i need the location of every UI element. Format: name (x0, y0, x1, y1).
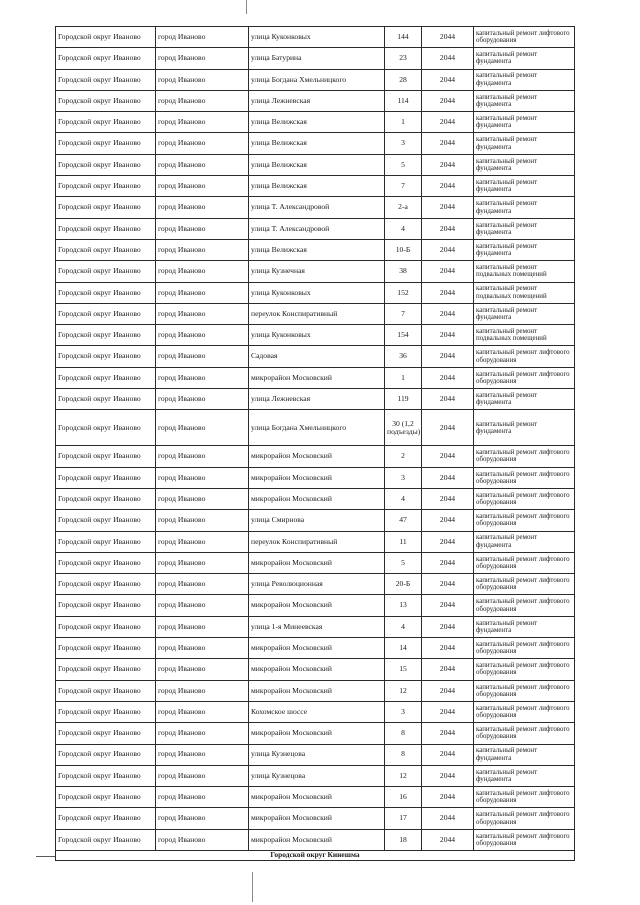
city-cell: город Иваново (156, 346, 249, 367)
street-cell: улица Велижская (249, 176, 385, 197)
house-number-cell: 1 (385, 112, 422, 133)
year-cell: 2044 (422, 90, 474, 111)
year-cell: 2044 (422, 325, 474, 346)
house-number-cell: 30 (1,2 подъезды) (385, 410, 422, 446)
house-number-cell: 3 (385, 701, 422, 722)
work-type-cell: капитальный ремонт лифтового оборудования (474, 808, 575, 829)
year-cell: 2044 (422, 303, 474, 324)
table-row (56, 325, 575, 346)
district-cell: Городской округ Иваново (56, 808, 156, 829)
year-cell: 2044 (422, 27, 474, 48)
section-header-row (56, 850, 575, 860)
year-cell: 2044 (422, 197, 474, 218)
year-cell: 2044 (422, 467, 474, 488)
house-number-cell: 4 (385, 616, 422, 637)
work-type-cell: капитальный ремонт лифтового оборудования (474, 659, 575, 680)
work-type-cell: капитальный ремонт лифтового оборудования (474, 638, 575, 659)
district-cell: Городской округ Иваново (56, 133, 156, 154)
year-cell: 2044 (422, 680, 474, 701)
street-cell: Кохомское шоссе (249, 701, 385, 722)
table-row (56, 346, 575, 367)
street-cell: улица Лежневская (249, 90, 385, 111)
district-cell: Городской округ Иваново (56, 787, 156, 808)
city-cell: город Иваново (156, 488, 249, 509)
city-cell: город Иваново (156, 701, 249, 722)
district-cell: Городской округ Иваново (56, 680, 156, 701)
house-number-cell: 4 (385, 488, 422, 509)
city-cell: город Иваново (156, 282, 249, 303)
city-cell: город Иваново (156, 197, 249, 218)
house-number-cell: 17 (385, 808, 422, 829)
street-cell: улица Богдана Хмельницкого (249, 410, 385, 446)
house-number-cell: 18 (385, 829, 422, 850)
year-cell: 2044 (422, 282, 474, 303)
street-cell: микрорайон Московский (249, 595, 385, 616)
table-row (56, 488, 575, 509)
year-cell: 2044 (422, 531, 474, 552)
house-number-cell: 4 (385, 218, 422, 239)
table-row (56, 446, 575, 467)
year-cell: 2044 (422, 829, 474, 850)
district-cell: Городской округ Иваново (56, 701, 156, 722)
district-cell: Городской округ Иваново (56, 367, 156, 388)
table-row (56, 261, 575, 282)
table-row (56, 723, 575, 744)
street-cell: улица Кузнецова (249, 744, 385, 765)
section-rule-left (36, 856, 55, 857)
street-cell: улица Велижская (249, 154, 385, 175)
city-cell: город Иваново (156, 446, 249, 467)
city-cell: город Иваново (156, 367, 249, 388)
table-row (56, 467, 575, 488)
city-cell: город Иваново (156, 239, 249, 260)
district-cell: Городской округ Иваново (56, 595, 156, 616)
year-cell: 2044 (422, 410, 474, 446)
district-cell: Городской округ Иваново (56, 90, 156, 111)
work-type-cell: капитальный ремонт фундамента (474, 239, 575, 260)
city-cell: город Иваново (156, 659, 249, 680)
district-cell: Городской округ Иваново (56, 723, 156, 744)
table-row (56, 176, 575, 197)
city-cell: город Иваново (156, 638, 249, 659)
table-row (56, 90, 575, 111)
work-type-cell: капитальный ремонт фундамента (474, 765, 575, 786)
table-row (56, 680, 575, 701)
city-cell: город Иваново (156, 552, 249, 573)
house-number-cell: 15 (385, 659, 422, 680)
district-cell: Городской округ Иваново (56, 197, 156, 218)
work-type-cell: капитальный ремонт фундамента (474, 69, 575, 90)
street-cell: микрорайон Московский (249, 723, 385, 744)
table-row (56, 787, 575, 808)
house-number-cell: 1 (385, 367, 422, 388)
house-number-cell: 8 (385, 744, 422, 765)
city-cell: город Иваново (156, 176, 249, 197)
district-cell: Городской округ Иваново (56, 239, 156, 260)
work-type-cell: капитальный ремонт фундамента (474, 112, 575, 133)
house-number-cell: 47 (385, 510, 422, 531)
street-cell: улица 1-я Минеевская (249, 616, 385, 637)
district-cell: Городской округ Иваново (56, 488, 156, 509)
repair-schedule-table (55, 26, 575, 861)
street-cell: улица Велижская (249, 239, 385, 260)
work-type-cell: капитальный ремонт лифтового оборудования (474, 446, 575, 467)
city-cell: город Иваново (156, 829, 249, 850)
house-number-cell: 36 (385, 346, 422, 367)
year-cell: 2044 (422, 389, 474, 410)
street-cell: микрорайон Московский (249, 367, 385, 388)
house-number-cell: 11 (385, 531, 422, 552)
year-cell: 2044 (422, 723, 474, 744)
year-cell: 2044 (422, 808, 474, 829)
year-cell: 2044 (422, 787, 474, 808)
year-cell: 2044 (422, 48, 474, 69)
house-number-cell: 38 (385, 261, 422, 282)
table-row (56, 701, 575, 722)
street-cell: улица Куконковых (249, 27, 385, 48)
year-cell: 2044 (422, 552, 474, 573)
house-number-cell: 114 (385, 90, 422, 111)
work-type-cell: капитальный ремонт лифтового оборудования (474, 346, 575, 367)
work-type-cell: капитальный ремонт лифтового оборудования (474, 723, 575, 744)
table-row (56, 659, 575, 680)
work-type-cell: капитальный ремонт лифтового оборудования (474, 488, 575, 509)
city-cell: город Иваново (156, 616, 249, 637)
house-number-cell: 144 (385, 27, 422, 48)
district-cell: Городской округ Иваново (56, 744, 156, 765)
street-cell: улица Т. Александровой (249, 197, 385, 218)
street-cell: Садовая (249, 346, 385, 367)
district-cell: Городской округ Иваново (56, 261, 156, 282)
year-cell: 2044 (422, 176, 474, 197)
city-cell: город Иваново (156, 48, 249, 69)
table-row (56, 410, 575, 446)
house-number-cell: 5 (385, 154, 422, 175)
table-row (56, 367, 575, 388)
district-cell: Городской округ Иваново (56, 446, 156, 467)
year-cell: 2044 (422, 595, 474, 616)
work-type-cell: капитальный ремонт подвальных помещений (474, 282, 575, 303)
year-cell: 2044 (422, 133, 474, 154)
district-cell: Городской округ Иваново (56, 176, 156, 197)
table-row (56, 574, 575, 595)
work-type-cell: капитальный ремонт лифтового оборудования (474, 680, 575, 701)
street-cell: улица Лежневская (249, 389, 385, 410)
house-number-cell: 3 (385, 133, 422, 154)
street-cell: микрорайон Московский (249, 680, 385, 701)
district-cell: Городской округ Иваново (56, 218, 156, 239)
street-cell: улица Куконковых (249, 325, 385, 346)
year-cell: 2044 (422, 218, 474, 239)
work-type-cell: капитальный ремонт лифтового оборудования (474, 595, 575, 616)
work-type-cell: капитальный ремонт лифтового оборудования (474, 367, 575, 388)
street-cell: улица Кузнечная (249, 261, 385, 282)
city-cell: город Иваново (156, 261, 249, 282)
table-body (56, 27, 575, 861)
table-row (56, 197, 575, 218)
city-cell: город Иваново (156, 325, 249, 346)
work-type-cell: капитальный ремонт лифтового оборудования (474, 27, 575, 48)
house-number-cell: 3 (385, 467, 422, 488)
city-cell: город Иваново (156, 808, 249, 829)
district-cell: Городской округ Иваново (56, 829, 156, 850)
city-cell: город Иваново (156, 595, 249, 616)
work-type-cell: капитальный ремонт фундамента (474, 176, 575, 197)
year-cell: 2044 (422, 744, 474, 765)
table-row (56, 303, 575, 324)
district-cell: Городской округ Иваново (56, 303, 156, 324)
city-cell: город Иваново (156, 744, 249, 765)
house-number-cell: 5 (385, 552, 422, 573)
table-row (56, 510, 575, 531)
section-title: Городской округ Кинешма (56, 850, 575, 860)
street-cell: микрорайон Московский (249, 552, 385, 573)
house-number-cell: 2 (385, 446, 422, 467)
year-cell: 2044 (422, 638, 474, 659)
street-cell: микрорайон Московский (249, 829, 385, 850)
work-type-cell: капитальный ремонт лифтового оборудования (474, 701, 575, 722)
table-row (56, 595, 575, 616)
city-cell: город Иваново (156, 303, 249, 324)
work-type-cell: капитальный ремонт фундамента (474, 531, 575, 552)
table-row (56, 531, 575, 552)
table-row (56, 112, 575, 133)
year-cell: 2044 (422, 239, 474, 260)
year-cell: 2044 (422, 616, 474, 637)
work-type-cell: капитальный ремонт лифтового оборудования (474, 552, 575, 573)
district-cell: Городской округ Иваново (56, 574, 156, 595)
street-cell: микрорайон Московский (249, 787, 385, 808)
year-cell: 2044 (422, 510, 474, 531)
year-cell: 2044 (422, 574, 474, 595)
city-cell: город Иваново (156, 154, 249, 175)
city-cell: город Иваново (156, 723, 249, 744)
year-cell: 2044 (422, 765, 474, 786)
house-number-cell: 20-Б (385, 574, 422, 595)
district-cell: Городской округ Иваново (56, 765, 156, 786)
year-cell: 2044 (422, 261, 474, 282)
work-type-cell: капитальный ремонт лифтового оборудования (474, 510, 575, 531)
work-type-cell: капитальный ремонт фундамента (474, 48, 575, 69)
city-cell: город Иваново (156, 218, 249, 239)
street-cell: микрорайон Московский (249, 446, 385, 467)
house-number-cell: 12 (385, 765, 422, 786)
street-cell: микрорайон Московский (249, 659, 385, 680)
house-number-cell: 28 (385, 69, 422, 90)
district-cell: Городской округ Иваново (56, 112, 156, 133)
year-cell: 2044 (422, 154, 474, 175)
district-cell: Городской округ Иваново (56, 467, 156, 488)
house-number-cell: 10-Б (385, 239, 422, 260)
house-number-cell: 8 (385, 723, 422, 744)
house-number-cell: 7 (385, 303, 422, 324)
year-cell: 2044 (422, 446, 474, 467)
house-number-cell: 154 (385, 325, 422, 346)
district-cell: Городской округ Иваново (56, 410, 156, 446)
district-cell: Городской округ Иваново (56, 69, 156, 90)
house-number-cell: 23 (385, 48, 422, 69)
table-row (56, 552, 575, 573)
city-cell: город Иваново (156, 69, 249, 90)
year-cell: 2044 (422, 488, 474, 509)
work-type-cell: капитальный ремонт лифтового оборудования (474, 787, 575, 808)
city-cell: город Иваново (156, 133, 249, 154)
table-row (56, 239, 575, 260)
work-type-cell: капитальный ремонт фундамента (474, 218, 575, 239)
work-type-cell: капитальный ремонт лифтового оборудования (474, 467, 575, 488)
district-cell: Городской округ Иваново (56, 552, 156, 573)
street-cell: улица Велижская (249, 112, 385, 133)
city-cell: город Иваново (156, 410, 249, 446)
table-row (56, 218, 575, 239)
work-type-cell: капитальный ремонт фундамента (474, 303, 575, 324)
city-cell: город Иваново (156, 765, 249, 786)
work-type-cell: капитальный ремонт подвальных помещений (474, 325, 575, 346)
street-cell: улица Велижская (249, 133, 385, 154)
street-cell: переулок Конспиративный (249, 303, 385, 324)
house-number-cell: 16 (385, 787, 422, 808)
city-cell: город Иваново (156, 574, 249, 595)
street-cell: улица Смирнова (249, 510, 385, 531)
street-cell: микрорайон Московский (249, 638, 385, 659)
district-cell: Городской округ Иваново (56, 638, 156, 659)
table-row (56, 69, 575, 90)
table-row (56, 389, 575, 410)
street-cell: улица Богдана Хмельницкого (249, 69, 385, 90)
house-number-cell: 7 (385, 176, 422, 197)
district-cell: Городской округ Иваново (56, 659, 156, 680)
table-row (56, 765, 575, 786)
table-row (56, 133, 575, 154)
street-cell: переулок Конспиративный (249, 531, 385, 552)
house-number-cell: 2-а (385, 197, 422, 218)
work-type-cell: капитальный ремонт фундамента (474, 389, 575, 410)
district-cell: Городской округ Иваново (56, 616, 156, 637)
work-type-cell: капитальный ремонт фундамента (474, 616, 575, 637)
street-cell: улица Революционная (249, 574, 385, 595)
city-cell: город Иваново (156, 27, 249, 48)
table-row (56, 27, 575, 48)
table-row (56, 829, 575, 850)
district-cell: Городской округ Иваново (56, 531, 156, 552)
work-type-cell: капитальный ремонт фундамента (474, 410, 575, 446)
year-cell: 2044 (422, 701, 474, 722)
work-type-cell: капитальный ремонт лифтового оборудования (474, 829, 575, 850)
district-cell: Городской округ Иваново (56, 510, 156, 531)
work-type-cell: капитальный ремонт фундамента (474, 90, 575, 111)
work-type-cell: капитальный ремонт фундамента (474, 744, 575, 765)
district-cell: Городской округ Иваново (56, 389, 156, 410)
house-number-cell: 12 (385, 680, 422, 701)
table-row (56, 808, 575, 829)
district-cell: Городской округ Иваново (56, 154, 156, 175)
street-cell: микрорайон Московский (249, 488, 385, 509)
street-cell: улица Батурина (249, 48, 385, 69)
work-type-cell: капитальный ремонт фундамента (474, 197, 575, 218)
city-cell: город Иваново (156, 90, 249, 111)
work-type-cell: капитальный ремонт фундамента (474, 133, 575, 154)
year-cell: 2044 (422, 346, 474, 367)
work-type-cell: капитальный ремонт фундамента (474, 154, 575, 175)
table-row (56, 282, 575, 303)
city-cell: город Иваново (156, 389, 249, 410)
street-cell: улица Куконковых (249, 282, 385, 303)
street-cell: улица Кузнецова (249, 765, 385, 786)
district-cell: Городской округ Иваново (56, 27, 156, 48)
scan-artifact-top (246, 0, 247, 14)
district-cell: Городской округ Иваново (56, 346, 156, 367)
house-number-cell: 13 (385, 595, 422, 616)
city-cell: город Иваново (156, 112, 249, 133)
city-cell: город Иваново (156, 531, 249, 552)
street-cell: улица Т. Александровой (249, 218, 385, 239)
house-number-cell: 119 (385, 389, 422, 410)
scan-artifact-bottom (252, 872, 253, 902)
work-type-cell: капитальный ремонт подвальных помещений (474, 261, 575, 282)
district-cell: Городской округ Иваново (56, 48, 156, 69)
city-cell: город Иваново (156, 467, 249, 488)
city-cell: город Иваново (156, 510, 249, 531)
district-cell: Городской округ Иваново (56, 325, 156, 346)
house-number-cell: 14 (385, 638, 422, 659)
table-row (56, 48, 575, 69)
table-row (56, 744, 575, 765)
district-cell: Городской округ Иваново (56, 282, 156, 303)
street-cell: микрорайон Московский (249, 808, 385, 829)
city-cell: город Иваново (156, 680, 249, 701)
table-row (56, 154, 575, 175)
city-cell: город Иваново (156, 787, 249, 808)
table-row (56, 638, 575, 659)
table-row (56, 616, 575, 637)
street-cell: микрорайон Московский (249, 467, 385, 488)
house-number-cell: 152 (385, 282, 422, 303)
year-cell: 2044 (422, 659, 474, 680)
year-cell: 2044 (422, 367, 474, 388)
work-type-cell: капитальный ремонт лифтового оборудования (474, 574, 575, 595)
year-cell: 2044 (422, 69, 474, 90)
year-cell: 2044 (422, 112, 474, 133)
